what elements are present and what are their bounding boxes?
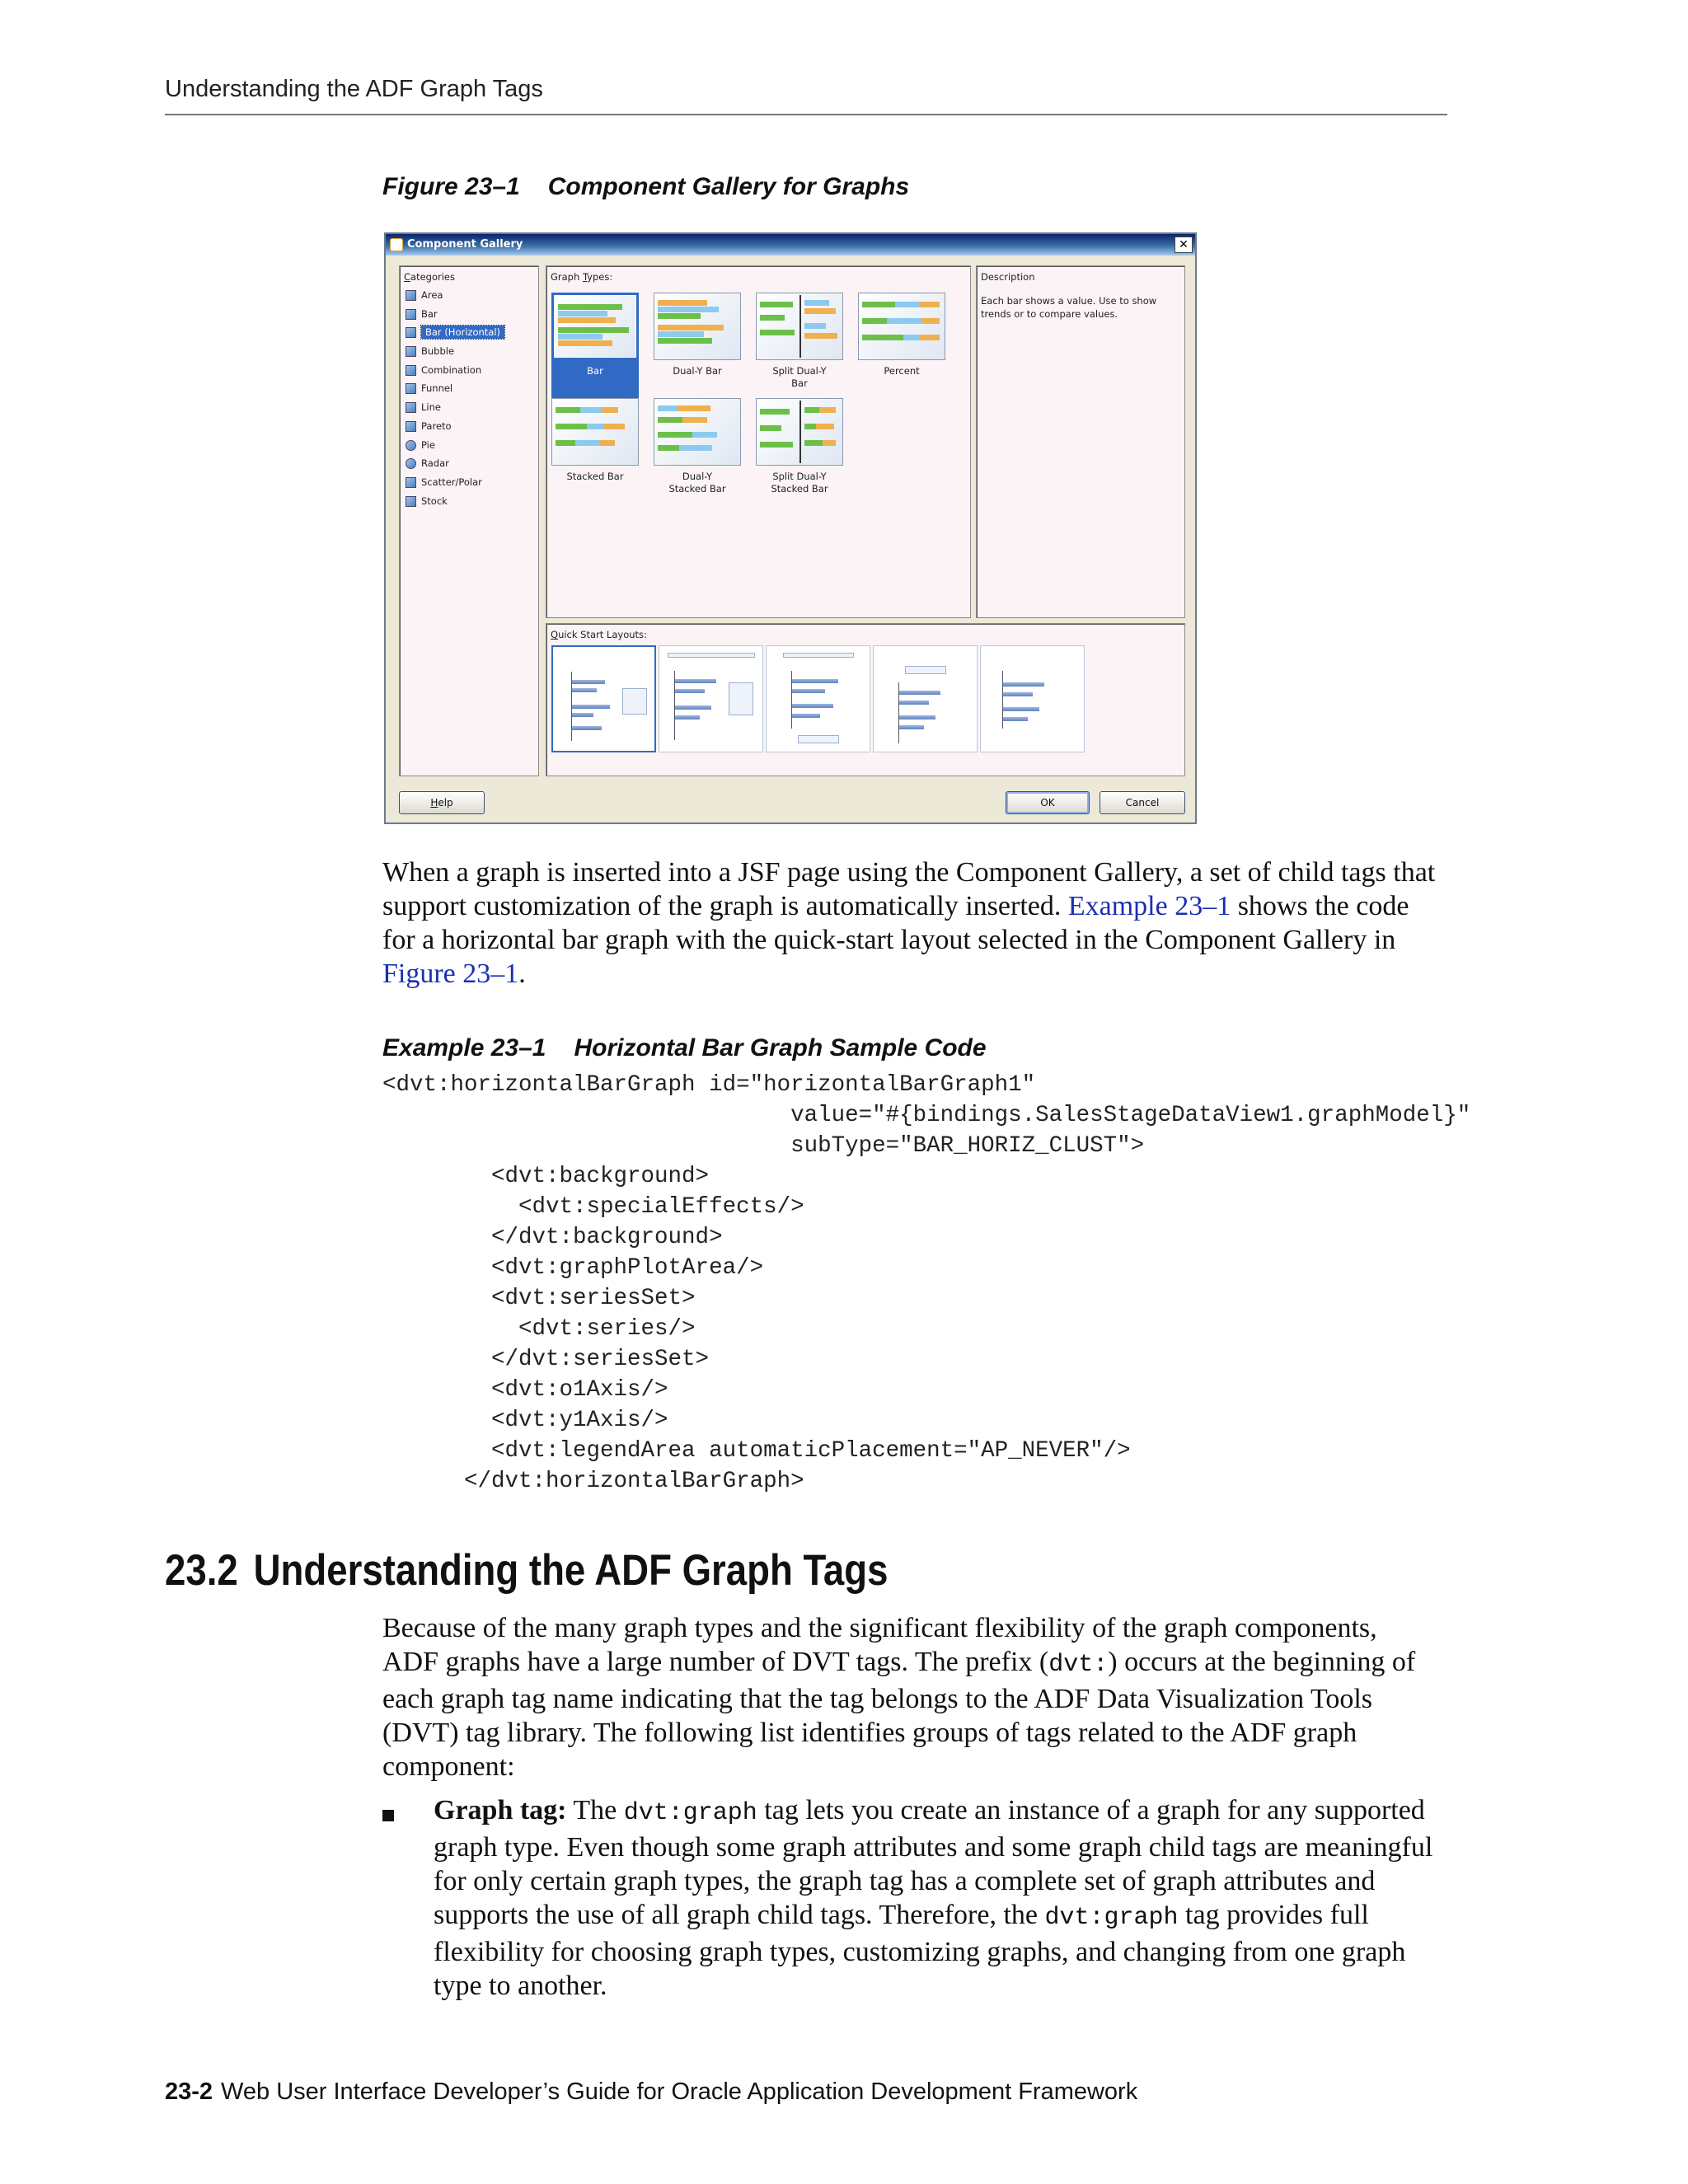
category-item-bubble[interactable]: Bubble — [401, 342, 537, 361]
bar-thumbnail — [554, 295, 636, 358]
description-text: Each bar shows a value. Use to show trends or to compare values. — [981, 295, 1157, 320]
help-button[interactable]: Help — [399, 791, 485, 814]
quick-start-label: Quick Start Layouts: — [551, 629, 647, 640]
dialog-title: Component Gallery — [407, 238, 523, 251]
combination-chart-icon — [406, 365, 416, 376]
category-item-stock[interactable]: Stock — [401, 492, 537, 511]
footer-title: Web User Interface Developer’s Guide for Oracle Application Development Framework — [221, 2079, 1138, 2105]
category-item-combination[interactable]: Combination — [401, 361, 537, 380]
line-chart-icon — [406, 402, 416, 413]
graph-type-percent[interactable] — [858, 293, 945, 398]
category-item-pareto[interactable]: Pareto — [401, 417, 537, 436]
horizontal-bar-chart-icon — [406, 327, 416, 338]
header-rule — [165, 114, 1447, 115]
split-dual-y-bar-thumbnail — [756, 293, 843, 360]
pareto-chart-icon — [406, 421, 416, 432]
description-pane — [976, 265, 1185, 618]
categories-pane — [399, 265, 539, 776]
quick-start-layout-2[interactable] — [659, 645, 763, 752]
graph-type-label: Split Dual-Y Bar — [772, 365, 827, 389]
quick-start-layout-4[interactable] — [873, 645, 978, 752]
graph-type-split-dual-y-bar[interactable] — [756, 293, 843, 398]
graph-type-dual-y-stacked-bar[interactable] — [654, 398, 741, 504]
example-title: Horizontal Bar Graph Sample Code — [574, 1034, 987, 1062]
quick-start-layouts-pane — [546, 623, 1185, 776]
graph-type-label: Percent — [884, 365, 920, 377]
bar-chart-icon — [406, 309, 416, 320]
bullet-paragraph: Graph tag: The dvt:graph tag lets you create an instance of a graph for any supported graph type. Even though some graph attributes and some graph child tags are meaningful for only certain graph types, the graph tag has a complete set of graph attributes and supports the use of all graph child tags. Therefore, the dvt:graph tag provides full flexibility for choosing graph types, customizing graphs, and changing from one graph type to another. — [434, 1795, 1433, 2001]
inline-code: dvt:graph — [1044, 1904, 1179, 1932]
close-icon[interactable]: ✕ — [1175, 237, 1193, 253]
graph-type-dual-y-bar[interactable] — [654, 293, 741, 398]
description-label: Description — [981, 271, 1035, 283]
quick-start-layout-5[interactable] — [980, 645, 1085, 752]
figure-number: Figure 23–1 — [382, 173, 520, 200]
section-heading — [165, 1545, 888, 1596]
category-item-pie[interactable]: Pie — [401, 436, 537, 455]
category-list — [401, 286, 537, 510]
bubble-chart-icon — [406, 346, 416, 357]
page-footer — [165, 2079, 1137, 2106]
bullet-term: Graph tag: — [434, 1795, 567, 1825]
example-caption — [382, 1034, 987, 1062]
component-gallery-dialog — [384, 232, 1197, 824]
bullet-marker — [382, 1810, 394, 1821]
page-number: 23-2 — [165, 2079, 213, 2105]
stacked-bar-thumbnail — [551, 398, 639, 466]
graph-type-label: Dual-Y Stacked Bar — [668, 471, 726, 494]
category-item-funnel[interactable]: Funnel — [401, 379, 537, 398]
example-link[interactable]: Example 23–1 — [1067, 891, 1231, 921]
intro-paragraph: When a graph is inserted into a JSF page using the Component Gallery, a set of child tags that support customization of the graph is automatically inserted. Example 23–1 shows the code for a horizontal bar graph with the quick-start layout selected in the Component Gallery in Figure 23–1. — [382, 857, 1436, 989]
scatter-chart-icon — [406, 477, 416, 488]
split-dual-y-stacked-bar-thumbnail — [756, 398, 843, 466]
categories-label: Categories — [404, 271, 455, 283]
graph-types-pane — [546, 265, 971, 618]
running-head: Understanding the ADF Graph Tags — [165, 76, 543, 102]
section-number: 23.2 — [165, 1546, 238, 1595]
ok-button[interactable]: OK — [1006, 791, 1090, 814]
graph-type-label: Stacked Bar — [566, 471, 624, 482]
quick-start-layout-3[interactable] — [766, 645, 870, 752]
graph-type-bar[interactable] — [551, 293, 639, 398]
figure-title: Component Gallery for Graphs — [547, 173, 910, 200]
graph-type-label: Bar — [587, 365, 603, 377]
funnel-chart-icon — [406, 383, 416, 394]
graph-types-label: Graph Types: — [551, 271, 613, 283]
app-icon — [390, 238, 403, 251]
dialog-title-bar — [386, 234, 1195, 255]
code-sample: <dvt:horizontalBarGraph id="horizontalBarGraph1" value="#{bindings.SalesStageDataView1.graphModel}" subType="BAR_HORIZ_CLUST"> <dvt:background> <dvt:specialEffects/> </dvt:background> <dvt:graphPlotArea/> <dvt:seriesSet> <dvt:series/> </dvt:seriesSet> <dvt:o1Axis/> <dvt:y1Axis/> <dvt:legendArea automaticPlacement="AP_NEVER"/> </dvt:horizontalBarGraph> — [382, 1072, 1471, 1494]
category-item-scatter-polar[interactable]: Scatter/Polar — [401, 473, 537, 492]
graph-type-stacked-bar[interactable] — [551, 398, 639, 504]
inline-code: dvt:graph — [623, 1799, 757, 1827]
graph-type-label: Dual-Y Bar — [673, 365, 722, 377]
pie-chart-icon — [406, 440, 416, 451]
percent-thumbnail — [858, 293, 945, 360]
graph-type-split-dual-y-stacked-bar[interactable] — [756, 398, 843, 504]
cancel-button[interactable]: Cancel — [1100, 791, 1185, 814]
dual-y-bar-thumbnail — [654, 293, 741, 360]
body-paragraph: Because of the many graph types and the significant flexibility of the graph components, ADF graphs have a large number of DVT tags. The prefix (dvt:) occurs at the beginning of each graph tag name indicating that the tag belongs to the ADF Data Visualization Tools (DVT) tag library. The following list identifies groups of tags related to the ADF graph component: — [382, 1613, 1416, 1782]
category-item-area[interactable]: Area — [401, 286, 537, 305]
inline-code: dvt: — [1048, 1651, 1109, 1679]
quick-start-layout-1[interactable] — [551, 645, 656, 752]
example-number: Example 23–1 — [382, 1034, 546, 1062]
section-title: Understanding the ADF Graph Tags — [253, 1546, 889, 1595]
radar-chart-icon — [406, 458, 416, 469]
dual-y-stacked-bar-thumbnail — [654, 398, 741, 466]
area-chart-icon — [406, 290, 416, 301]
category-item-line[interactable]: Line — [401, 398, 537, 417]
category-item-bar-horizontal[interactable]: Bar (Horizontal) — [401, 323, 537, 342]
figure-link[interactable]: Figure 23–1 — [382, 958, 519, 989]
graph-type-label: Split Dual-Y Stacked Bar — [771, 471, 828, 494]
category-item-radar[interactable]: Radar — [401, 454, 537, 473]
figure-caption — [382, 173, 909, 201]
stock-chart-icon — [406, 496, 416, 507]
category-item-bar[interactable]: Bar — [401, 305, 537, 324]
